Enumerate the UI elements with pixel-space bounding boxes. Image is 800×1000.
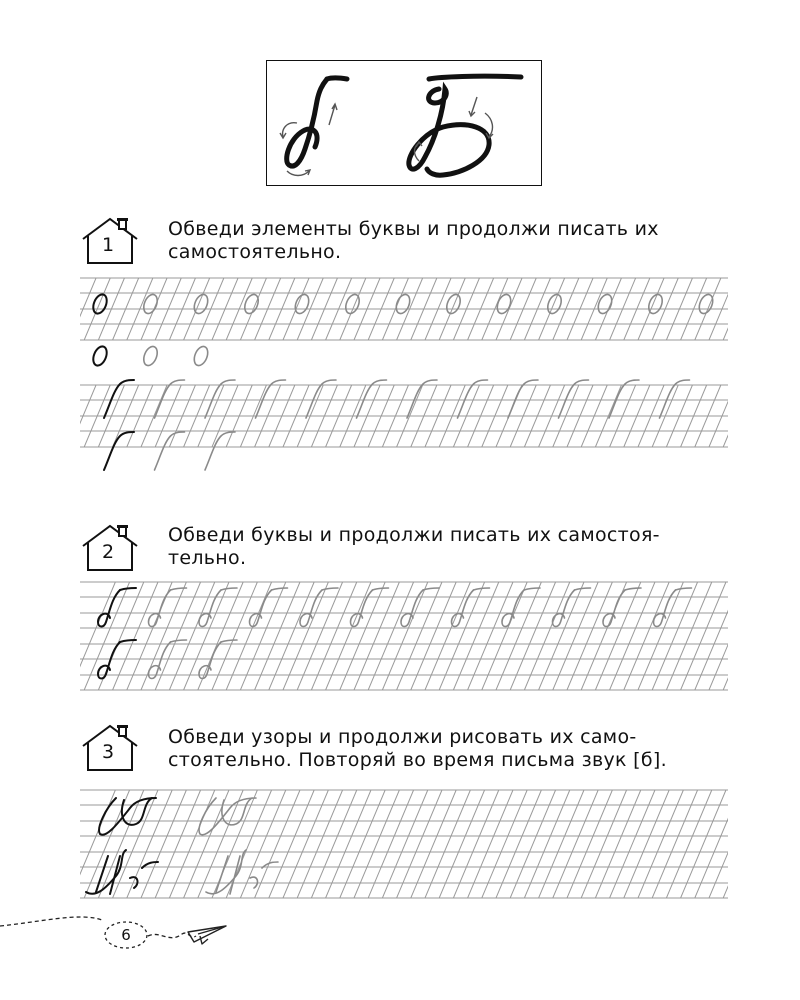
trace-oval-element (495, 292, 514, 315)
trace-oval-element (91, 292, 110, 315)
task-1-line-2: самостоятельно. (168, 241, 342, 263)
trace-letter-b (98, 588, 136, 627)
trace-oval-element (91, 344, 110, 367)
trace-pattern-1 (199, 798, 256, 835)
trace-pattern-2 (86, 850, 158, 894)
trace-letter-b (452, 588, 490, 627)
ruling-block-1b (70, 385, 778, 447)
task-2-line-2: тельно. (168, 547, 247, 569)
trace-oval-element (394, 292, 413, 315)
trace-oval-element (192, 344, 211, 367)
trace-oval-element (343, 292, 362, 315)
task-1-line-1: Обведи элементы буквы и продолжи писать их (168, 218, 659, 240)
task-number: 1 (101, 234, 115, 256)
trace-hook-element (508, 380, 538, 418)
task-2-line-1: Обведи буквы и продолжи писать их самостоя- (168, 524, 660, 546)
trace-oval-element (545, 292, 564, 315)
trace-hook-element (357, 380, 387, 418)
trace-oval-element (646, 292, 665, 315)
trace-oval-element (141, 344, 160, 367)
task-number: 2 (101, 541, 115, 563)
ruling-block-1a (70, 278, 778, 340)
task-number: 3 (101, 741, 115, 763)
task-3-line-1: Обведи узоры и продолжи рисовать их само- (168, 726, 637, 748)
trace-letter-b (149, 588, 187, 627)
trace-oval-element (141, 292, 160, 315)
trace-oval-element (192, 292, 211, 315)
trace-letter-b (401, 588, 439, 627)
trace-hook-element (458, 380, 488, 418)
trace-oval-element (444, 292, 463, 315)
trace-hook-element (104, 432, 134, 470)
ruling-block-2 (70, 582, 800, 690)
trace-pattern-2 (206, 850, 278, 894)
trace-oval-element (596, 292, 615, 315)
ruling-block-3 (70, 790, 800, 898)
page-number: 6 (121, 926, 131, 944)
trace-hook-element (256, 380, 286, 418)
trace-letter-b (553, 588, 591, 627)
task-3-line-2: стоятельно. Повторяй во время письма звук [б]. (168, 749, 667, 771)
